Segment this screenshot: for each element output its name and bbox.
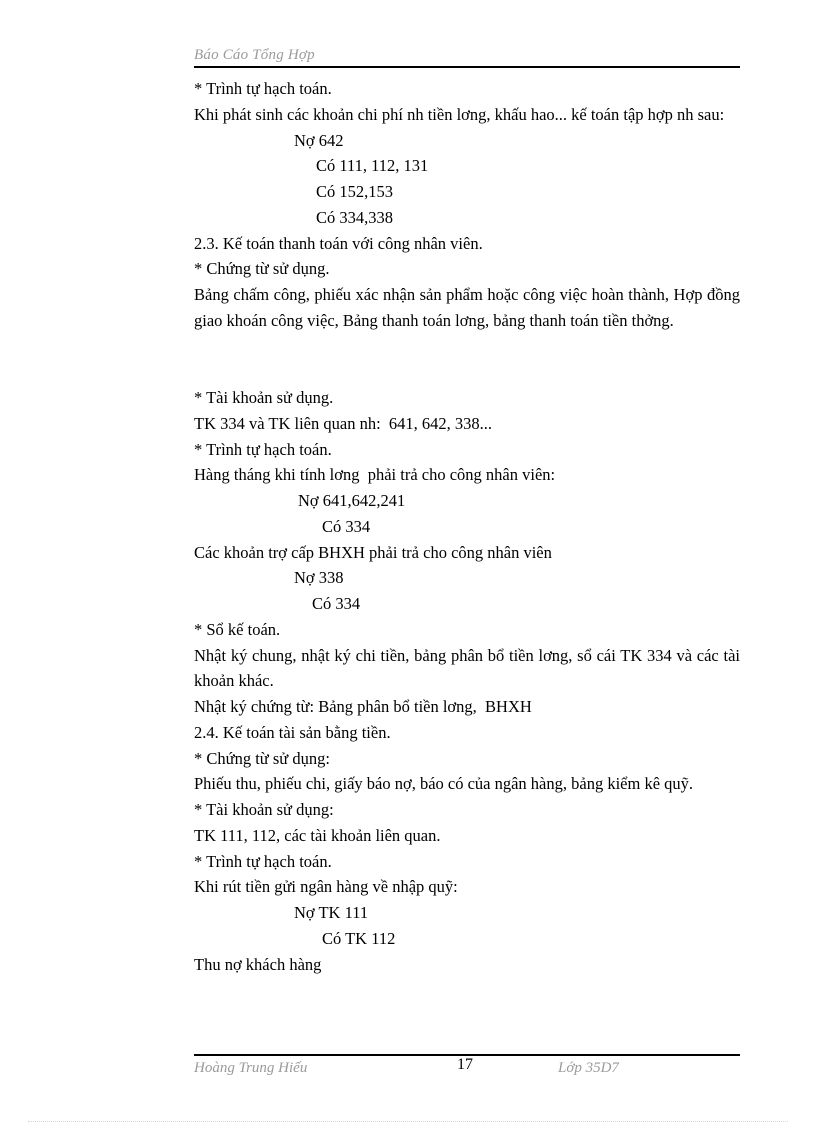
page-number: 17 (457, 1056, 473, 1073)
entry-credit: Có 152,153 (316, 182, 394, 201)
text-line: * Chứng từ sử dụng. (194, 259, 330, 279)
section-heading: 2.3. Kế toán thanh toán với công nhân viên. (194, 233, 483, 253)
text-line: Thu nợ khách hàng (194, 954, 322, 974)
text-line: Các khoản trợ cấp BHXH phải trả cho công nhân viên (194, 542, 552, 562)
paragraph: Nhật ký chung, nhật ký chi tiền, bảng phân bổ tiền lơng, sổ cái TK 334 và các tài khoản khác. (194, 645, 740, 691)
entry-credit: Có 334 (312, 594, 361, 613)
text-line: * Chứng từ sử dụng: (194, 748, 330, 768)
header-rule (194, 66, 740, 68)
paragraph: Bảng chấm công, phiếu xác nhận sản phẩm hoặc công việc hoàn thành, Hợp đồng giao khoán công việc, Bảng thanh toán lơng, bảng thanh toán tiền thởng. (194, 285, 740, 330)
entry-debit: Nợ 338 (294, 568, 344, 588)
text-line: Hàng tháng khi tính lơng phải trả cho công nhân viên: (194, 465, 556, 485)
text-line: Nhật ký chứng từ: Bảng phân bổ tiền lơng, BHXH (194, 697, 532, 716)
text-line: Khi rút tiền gửi ngân hàng về nhập quỹ: (194, 877, 458, 897)
text-line: TK 111, 112, các tài khoản liên quan. (194, 825, 441, 845)
text-line: * Trình tự hạch toán. (194, 439, 332, 459)
text-line: * Tài khoản sử dụng: (194, 800, 334, 819)
text-line: * Tài khoản sử dụng. (194, 388, 334, 407)
entry-debit: Nợ 642 (294, 130, 344, 150)
text-line: * Trình tự hạch toán. (194, 79, 332, 98)
blank-space (194, 334, 740, 386)
entry-debit: Nợ TK 111 (294, 903, 369, 922)
entry-credit: Có TK 112 (322, 928, 396, 948)
entry-credit: Có 111, 112, 131 (316, 156, 429, 176)
paragraph: Khi phát sinh các khoản chi phí nh tiền lơng, khấu hao... kế toán tập hợp nh sau: (194, 104, 725, 124)
entry-credit: Có 334 (322, 516, 371, 536)
entry-debit: Nợ 641,642,241 (298, 491, 406, 510)
entry-credit: Có 334,338 (316, 207, 394, 227)
footer-class: Lớp 35D7 (558, 1060, 619, 1076)
section-heading: 2.4. Kế toán tài sản bằng tiền. (194, 722, 391, 742)
document-body (194, 76, 740, 977)
page-bottom-border (28, 1121, 788, 1122)
text-line: * Sổ kế toán. (194, 619, 281, 639)
page-header-title: Báo Cáo Tổng Hợp (194, 47, 315, 63)
text-line: * Trình tự hạch toán. (194, 851, 332, 871)
paragraph: Phiếu thu, phiếu chi, giấy báo nợ, báo có của ngân hàng, bảng kiểm kê quỹ. (194, 774, 694, 794)
footer-author: Hoàng Trung Hiếu (194, 1060, 308, 1076)
text-line: TK 334 và TK liên quan nh: 641, 642, 338... (194, 413, 493, 433)
